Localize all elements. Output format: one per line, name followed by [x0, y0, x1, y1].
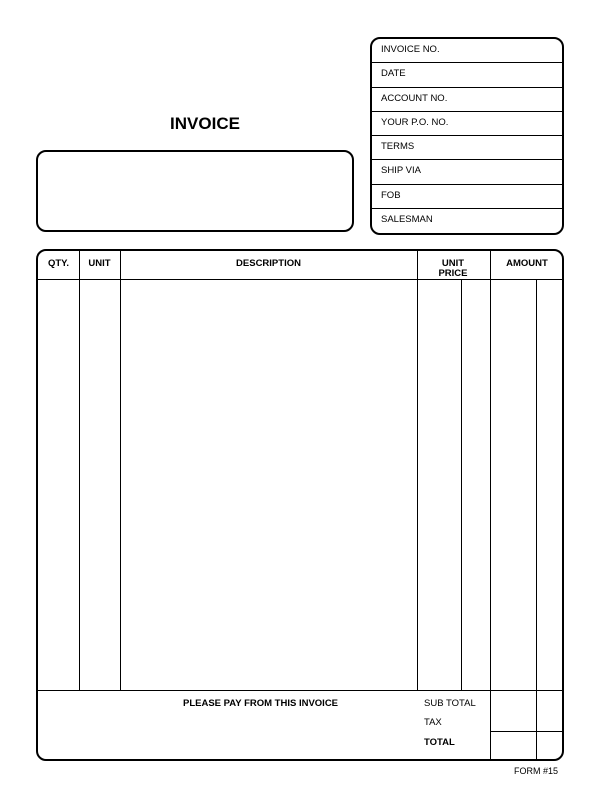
ship-via-field[interactable]: SHIP VIA [372, 160, 562, 184]
unit-header: UNIT [88, 258, 111, 269]
po-no-field[interactable]: YOUR P.O. NO. [372, 112, 562, 136]
line-items-table [36, 249, 564, 761]
form-number: FORM #15 [513, 766, 558, 776]
account-no-field[interactable]: ACCOUNT NO. [372, 88, 562, 112]
total-label: TOTAL [424, 737, 455, 748]
unit-price-header-line2: PRICE [438, 268, 468, 279]
qty-header: QTY. [47, 258, 70, 269]
tax-label: TAX [424, 717, 442, 728]
amount-header: AMOUNT [506, 258, 548, 269]
subtotal-label: SUB TOTAL [424, 698, 476, 709]
invoice-no-field[interactable]: INVOICE NO. [372, 39, 562, 63]
unit-price-header-line1: UNIT [441, 258, 465, 269]
date-field[interactable]: DATE [372, 63, 562, 87]
bill-to-box[interactable] [36, 150, 354, 232]
line-items-area[interactable] [38, 280, 562, 690]
salesman-field[interactable]: SALESMAN [381, 213, 433, 225]
terms-field[interactable]: TERMS [372, 136, 562, 160]
fob-field[interactable]: FOB [372, 185, 562, 209]
total-divider [490, 731, 562, 732]
invoice-info-box [370, 37, 564, 235]
description-header: DESCRIPTION [236, 258, 301, 269]
invoice-title: INVOICE [170, 114, 240, 133]
footer-divider [38, 690, 562, 691]
pay-note: PLEASE PAY FROM THIS INVOICE [183, 698, 339, 709]
unit-price-header [417, 259, 489, 279]
